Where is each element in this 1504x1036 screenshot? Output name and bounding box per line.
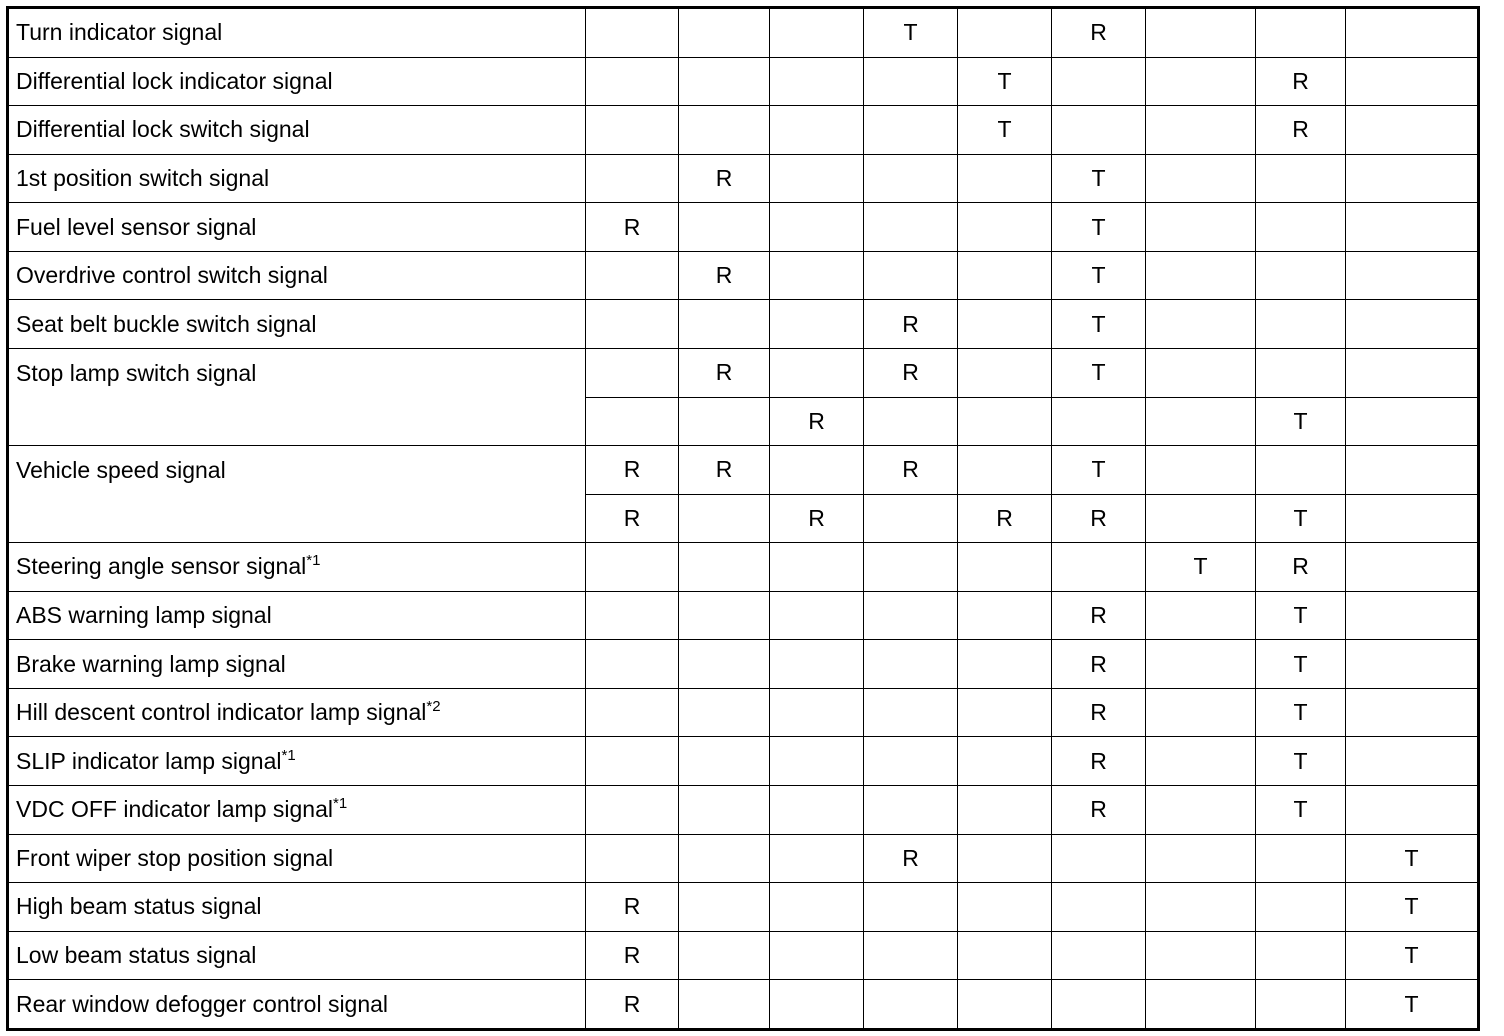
- signal-cell: [1146, 300, 1256, 349]
- signal-cell: T: [958, 57, 1052, 106]
- signal-cell: T: [1256, 397, 1346, 446]
- signal-cell: [1146, 786, 1256, 835]
- signal-name: VDC OFF indicator lamp signal: [16, 796, 333, 823]
- signal-cell: T: [1052, 154, 1146, 203]
- signal-name-cell: [8, 203, 586, 252]
- signal-cell: [586, 737, 679, 786]
- signal-cell: R: [1052, 640, 1146, 689]
- signal-cell: T: [1346, 931, 1479, 980]
- table-row: [8, 300, 1479, 349]
- signal-cell: R: [586, 446, 679, 495]
- signal-cell: [1256, 348, 1346, 397]
- signal-cell: [586, 251, 679, 300]
- signal-cell: [1346, 640, 1479, 689]
- signal-name-cell: [8, 980, 586, 1030]
- signal-cell: R: [1256, 106, 1346, 155]
- signal-name: Steering angle sensor signal: [16, 553, 307, 580]
- signal-cell: R: [864, 348, 958, 397]
- table-row: [8, 591, 1479, 640]
- table-body: [8, 8, 1479, 1030]
- table-row: [8, 446, 1479, 495]
- signal-cell: [679, 931, 770, 980]
- signal-cell: [1256, 446, 1346, 495]
- signal-cell: [770, 8, 864, 58]
- signal-cell: [864, 106, 958, 155]
- signal-cell: T: [864, 8, 958, 58]
- signal-cell: [679, 106, 770, 155]
- signal-name-cell: [8, 834, 586, 883]
- signal-cell: R: [679, 446, 770, 495]
- signal-cell: [1256, 834, 1346, 883]
- signal-cell: [864, 397, 958, 446]
- signal-cell: [1146, 834, 1256, 883]
- signal-cell: [770, 106, 864, 155]
- signal-cell: [1256, 8, 1346, 58]
- signal-cell: [1346, 251, 1479, 300]
- signal-cell: [1052, 57, 1146, 106]
- signal-cell: [958, 300, 1052, 349]
- table-row: [8, 786, 1479, 835]
- signal-cell: [1146, 251, 1256, 300]
- signal-cell: [1146, 591, 1256, 640]
- table-row: [8, 251, 1479, 300]
- table-row: [8, 154, 1479, 203]
- signal-name-cell: [8, 251, 586, 300]
- table-row: [8, 57, 1479, 106]
- signal-cell: [864, 591, 958, 640]
- signal-cell: [864, 737, 958, 786]
- signal-name-cell: [8, 931, 586, 980]
- signal-cell: [770, 834, 864, 883]
- signal-cell: [679, 300, 770, 349]
- signal-name-cell: [8, 300, 586, 349]
- signal-cell: [1346, 397, 1479, 446]
- signal-cell: [770, 737, 864, 786]
- signal-name: Overdrive control switch signal: [16, 262, 328, 289]
- signal-cell: R: [586, 203, 679, 252]
- signal-cell: [770, 300, 864, 349]
- signal-cell: [586, 300, 679, 349]
- signal-cell: [770, 543, 864, 592]
- signal-cell: T: [1256, 737, 1346, 786]
- signal-cell: [1052, 931, 1146, 980]
- signal-name-cell: [8, 591, 586, 640]
- signal-cell: [679, 543, 770, 592]
- signal-cell: [1146, 397, 1256, 446]
- signal-cell: [1146, 688, 1256, 737]
- signal-cell: R: [586, 931, 679, 980]
- table-row: [8, 931, 1479, 980]
- signal-name: Brake warning lamp signal: [16, 650, 286, 677]
- signal-name: Hill descent control indicator lamp signal: [16, 699, 427, 726]
- signal-cell: [1146, 494, 1256, 543]
- signal-cell: [864, 543, 958, 592]
- signal-name: Stop lamp switch signal: [16, 359, 257, 386]
- table-row: [8, 737, 1479, 786]
- signal-cell: [1256, 300, 1346, 349]
- signal-cell: [586, 591, 679, 640]
- signal-cell: [958, 348, 1052, 397]
- signal-name: High beam status signal: [16, 893, 262, 920]
- signal-cell: [1052, 980, 1146, 1030]
- table-row: [8, 834, 1479, 883]
- signal-cell: T: [1256, 688, 1346, 737]
- signal-cell: [586, 640, 679, 689]
- signal-cell: [770, 786, 864, 835]
- signal-cell: [958, 883, 1052, 932]
- signal-cell: [586, 397, 679, 446]
- signal-cell: [1146, 640, 1256, 689]
- signal-name: Differential lock indicator signal: [16, 67, 333, 94]
- signal-cell: [586, 688, 679, 737]
- signal-cell: [864, 883, 958, 932]
- signal-cell: [958, 154, 1052, 203]
- signal-name: 1st position switch signal: [16, 164, 270, 191]
- signal-cell: [770, 251, 864, 300]
- signal-cell: [679, 494, 770, 543]
- signal-name-cell: [8, 446, 586, 543]
- signal-cell: [679, 8, 770, 58]
- signal-name: Vehicle speed signal: [16, 457, 226, 484]
- signal-cell: [1256, 154, 1346, 203]
- signal-cell: [586, 543, 679, 592]
- signal-cell: [679, 688, 770, 737]
- signal-cell: R: [586, 980, 679, 1030]
- signal-name-cell: [8, 348, 586, 445]
- signal-cell: [1346, 154, 1479, 203]
- table-row: [8, 106, 1479, 155]
- signal-cell: [770, 348, 864, 397]
- signal-name-cell: [8, 57, 586, 106]
- signal-cell: T: [1256, 640, 1346, 689]
- signal-cell: [1146, 203, 1256, 252]
- signal-name: ABS warning lamp signal: [16, 602, 272, 629]
- signal-cell: [679, 591, 770, 640]
- signal-cell: [586, 57, 679, 106]
- signal-cell: T: [1052, 348, 1146, 397]
- signal-cell: [679, 883, 770, 932]
- signal-cell: [1346, 348, 1479, 397]
- signal-cell: [770, 154, 864, 203]
- signal-cell: [1346, 203, 1479, 252]
- signal-cell: [958, 980, 1052, 1030]
- signal-cell: [1146, 8, 1256, 58]
- signal-cell: [770, 688, 864, 737]
- signal-cell: R: [679, 348, 770, 397]
- signal-cell: R: [1052, 8, 1146, 58]
- signal-cell: R: [1052, 494, 1146, 543]
- signal-cell: [864, 154, 958, 203]
- signal-cell: [1346, 300, 1479, 349]
- signal-cell: [1146, 446, 1256, 495]
- signal-name: Differential lock switch signal: [16, 116, 310, 143]
- signal-name-cell: [8, 543, 586, 592]
- signal-cell: [1346, 543, 1479, 592]
- signal-cell: R: [1256, 543, 1346, 592]
- signal-cell: [586, 154, 679, 203]
- signal-cell: [1346, 688, 1479, 737]
- signal-cell: [1052, 834, 1146, 883]
- signal-cell: [770, 931, 864, 980]
- signal-cell: [958, 446, 1052, 495]
- signal-cell: [958, 640, 1052, 689]
- signal-name-cell: [8, 640, 586, 689]
- signal-cell: R: [1052, 786, 1146, 835]
- signal-cell: [770, 57, 864, 106]
- signal-cell: [864, 57, 958, 106]
- signal-cell: T: [1346, 834, 1479, 883]
- signal-name-cell: [8, 786, 586, 835]
- signal-cell: R: [586, 494, 679, 543]
- signal-cell: [679, 786, 770, 835]
- footnote-marker: *1: [333, 795, 348, 813]
- signal-cell: [1346, 737, 1479, 786]
- signal-name: Rear window defogger control signal: [16, 990, 389, 1017]
- signal-cell: [1146, 883, 1256, 932]
- signal-cell: [586, 348, 679, 397]
- signal-cell: [958, 203, 1052, 252]
- signal-cell: [864, 931, 958, 980]
- signal-cell: [1346, 8, 1479, 58]
- signal-cell: T: [1052, 251, 1146, 300]
- signal-name: SLIP indicator lamp signal: [16, 747, 282, 774]
- signal-cell: T: [1256, 786, 1346, 835]
- signal-cell: T: [1346, 883, 1479, 932]
- signal-cell: [770, 203, 864, 252]
- signal-cell: R: [864, 446, 958, 495]
- signal-cell: [864, 688, 958, 737]
- signal-cell: [1052, 883, 1146, 932]
- signal-cell: [1146, 57, 1256, 106]
- signal-cell: T: [1146, 543, 1256, 592]
- signal-cell: [679, 57, 770, 106]
- signal-cell: [864, 203, 958, 252]
- signal-cell: R: [1052, 591, 1146, 640]
- signal-cell: [958, 931, 1052, 980]
- signal-cell: [864, 494, 958, 543]
- signal-cell: R: [1052, 737, 1146, 786]
- signal-cell: [958, 737, 1052, 786]
- table-row: [8, 8, 1479, 58]
- signal-cell: [770, 640, 864, 689]
- signal-cell: T: [1052, 300, 1146, 349]
- signal-cell: T: [1256, 591, 1346, 640]
- signal-cell: [1146, 154, 1256, 203]
- signal-cell: [1256, 251, 1346, 300]
- signal-name: Seat belt buckle switch signal: [16, 310, 317, 337]
- signal-cell: R: [679, 251, 770, 300]
- signal-cell: [864, 980, 958, 1030]
- signal-cell: [1346, 106, 1479, 155]
- signal-cell: [958, 591, 1052, 640]
- table-row: [8, 640, 1479, 689]
- signal-cell: [1256, 203, 1346, 252]
- signal-name-cell: [8, 154, 586, 203]
- signal-cell: [1146, 931, 1256, 980]
- signal-cell: [864, 786, 958, 835]
- footnote-marker: *1: [306, 552, 321, 570]
- signal-cell: [958, 688, 1052, 737]
- signal-cell: [586, 106, 679, 155]
- signal-cell: [1256, 931, 1346, 980]
- signal-cell: [770, 446, 864, 495]
- signal-cell: [1146, 737, 1256, 786]
- signal-name: Turn indicator signal: [16, 19, 223, 46]
- signal-cell: [586, 8, 679, 58]
- signal-name: Front wiper stop position signal: [16, 844, 334, 871]
- signal-name-cell: [8, 688, 586, 737]
- signal-cell: R: [679, 154, 770, 203]
- table-row: [8, 688, 1479, 737]
- signal-cell: [679, 397, 770, 446]
- signal-cell: [679, 203, 770, 252]
- signal-cell: [1146, 348, 1256, 397]
- signal-name-cell: [8, 106, 586, 155]
- footnote-marker: *2: [426, 698, 441, 716]
- signal-cell: [770, 883, 864, 932]
- signal-cell: [864, 251, 958, 300]
- signal-cell: [586, 786, 679, 835]
- signal-cell: R: [958, 494, 1052, 543]
- signal-name-cell: [8, 883, 586, 932]
- signal-name-cell: [8, 8, 586, 58]
- signal-cell: [1052, 106, 1146, 155]
- footnote-marker: *1: [281, 746, 296, 764]
- signal-cell: [679, 640, 770, 689]
- signal-cell: T: [1052, 203, 1146, 252]
- signal-matrix-table: [6, 6, 1480, 1031]
- signal-cell: [1256, 883, 1346, 932]
- signal-cell: T: [1052, 446, 1146, 495]
- signal-cell: [770, 591, 864, 640]
- signal-cell: [958, 8, 1052, 58]
- table-row: [8, 543, 1479, 592]
- signal-name-cell: [8, 737, 586, 786]
- signal-cell: R: [586, 883, 679, 932]
- signal-cell: R: [864, 834, 958, 883]
- table-row: [8, 980, 1479, 1030]
- signal-cell: T: [1346, 980, 1479, 1030]
- table-row: [8, 203, 1479, 252]
- signal-cell: [1346, 591, 1479, 640]
- signal-cell: [1146, 106, 1256, 155]
- signal-cell: R: [1052, 688, 1146, 737]
- signal-cell: [1346, 786, 1479, 835]
- signal-cell: [958, 397, 1052, 446]
- signal-cell: T: [1256, 494, 1346, 543]
- signal-name: Fuel level sensor signal: [16, 213, 257, 240]
- table-row: [8, 883, 1479, 932]
- table-row: [8, 348, 1479, 397]
- signal-cell: [864, 640, 958, 689]
- signal-cell: [1256, 980, 1346, 1030]
- signal-cell: [1052, 543, 1146, 592]
- signal-cell: [958, 786, 1052, 835]
- signal-cell: [586, 834, 679, 883]
- signal-cell: [958, 251, 1052, 300]
- signal-cell: [1146, 980, 1256, 1030]
- signal-cell: [1052, 397, 1146, 446]
- signal-cell: R: [770, 494, 864, 543]
- signal-cell: R: [770, 397, 864, 446]
- signal-cell: [679, 737, 770, 786]
- signal-cell: [770, 980, 864, 1030]
- signal-cell: R: [864, 300, 958, 349]
- signal-cell: [1346, 57, 1479, 106]
- signal-cell: R: [1256, 57, 1346, 106]
- signal-cell: [958, 834, 1052, 883]
- signal-cell: T: [958, 106, 1052, 155]
- signal-cell: [1346, 446, 1479, 495]
- signal-cell: [679, 834, 770, 883]
- signal-cell: [679, 980, 770, 1030]
- signal-name: Low beam status signal: [16, 941, 257, 968]
- signal-cell: [1346, 494, 1479, 543]
- signal-cell: [958, 543, 1052, 592]
